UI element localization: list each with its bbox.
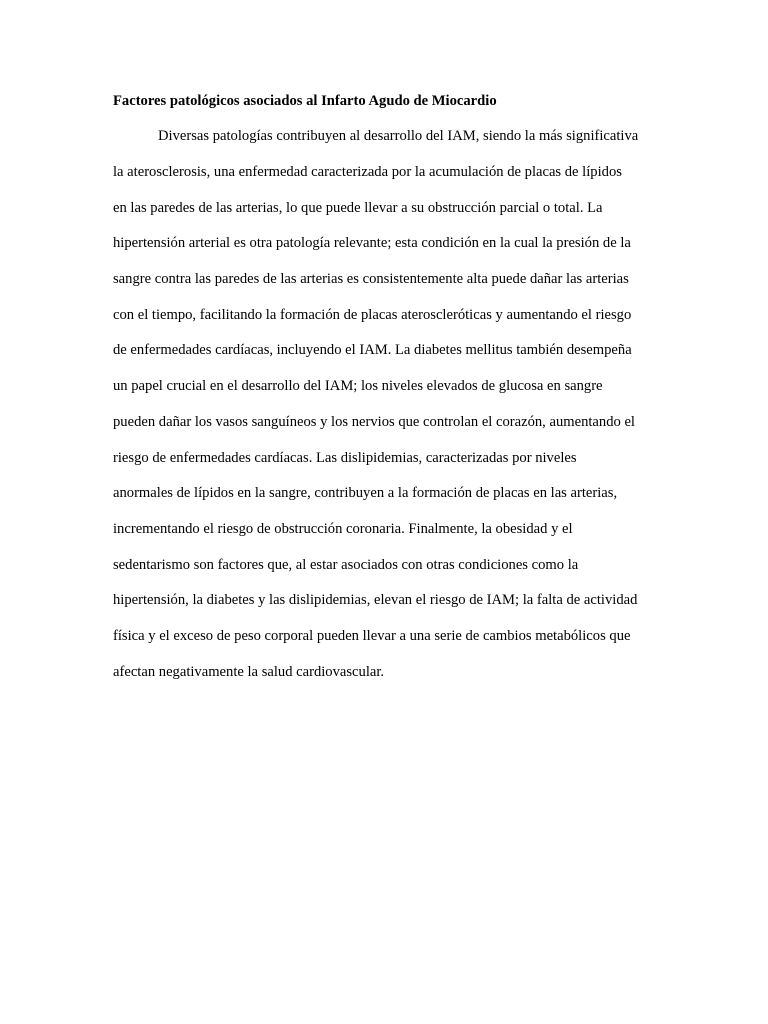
paragraph-line: afectan negativamente la salud cardiovascular. bbox=[113, 664, 385, 680]
paragraph-line: la aterosclerosis, una enfermedad caracterizada por la acumulación de placas de lípidos bbox=[113, 164, 622, 180]
paragraph-line: de enfermedades cardíacas, incluyendo el IAM. La diabetes mellitus también desempeña bbox=[113, 342, 632, 358]
paragraph-line: un papel crucial en el desarrollo del IAM; los niveles elevados de glucosa en sangre bbox=[113, 378, 603, 394]
paragraph-line: hipertensión arterial es otra patología relevante; esta condición en la cual la presión de la bbox=[113, 235, 631, 251]
paragraph-line: en las paredes de las arterias, lo que puede llevar a su obstrucción parcial o total. La bbox=[113, 200, 603, 216]
paragraph-line: física y el exceso de peso corporal pueden llevar a una serie de cambios metabólicos que bbox=[113, 628, 631, 644]
paragraph-line: riesgo de enfermedades cardíacas. Las dislipidemias, caracterizadas por niveles bbox=[113, 450, 577, 466]
paragraph-line: anormales de lípidos en la sangre, contribuyen a la formación de placas en las arterias, bbox=[113, 485, 618, 501]
paragraph-line: incrementando el riesgo de obstrucción coronaria. Finalmente, la obesidad y el bbox=[113, 521, 573, 537]
document-title: Factores patológicos asociados al Infarto Agudo de Miocardio bbox=[113, 93, 497, 109]
paragraph-line: sangre contra las paredes de las arterias es consistentemente alta puede dañar las arterias bbox=[113, 271, 629, 287]
paragraph-line: sedentarismo son factores que, al estar asociados con otras condiciones como la bbox=[113, 557, 579, 573]
paragraph-line: Diversas patologías contribuyen al desarrollo del IAM, siendo la más significativa bbox=[158, 128, 639, 144]
paragraph-line: pueden dañar los vasos sanguíneos y los nervios que controlan el corazón, aumentando el bbox=[113, 414, 635, 430]
paragraph-line: con el tiempo, facilitando la formación de placas ateroscleróticas y aumentando el riesgo bbox=[113, 307, 632, 323]
paragraph-line: hipertensión, la diabetes y las dislipidemias, elevan el riesgo de IAM; la falta de actividad bbox=[113, 592, 638, 608]
